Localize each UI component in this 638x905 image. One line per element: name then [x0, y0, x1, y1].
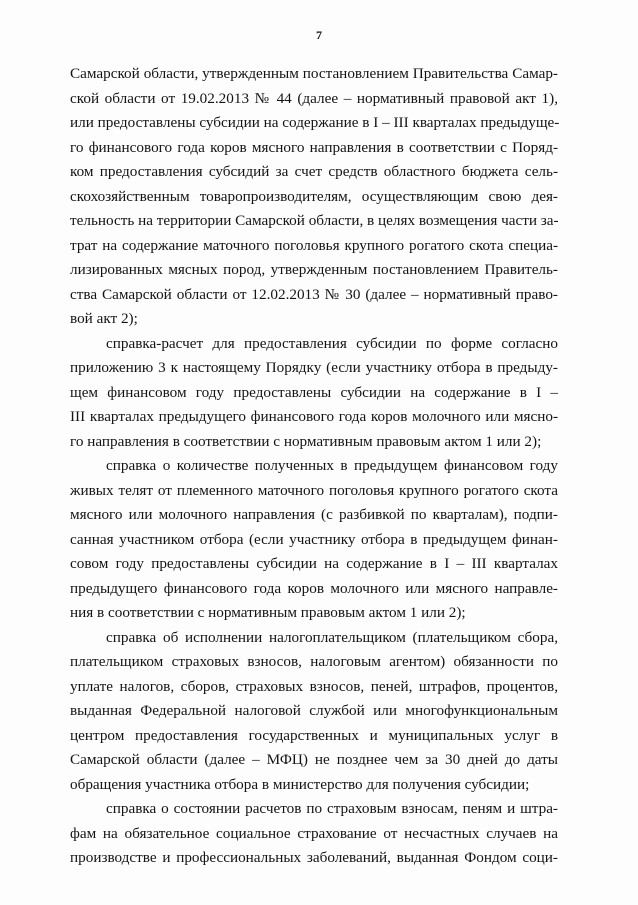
text-line: совом году предоставлены субсидии на содержание в I – III кварталах: [70, 555, 558, 572]
text-line: предыдущего финансового года коров молочного или мясного направле-: [70, 579, 558, 597]
paragraph: [70, 454, 558, 626]
paragraph: [70, 626, 558, 798]
text-line: лизированных мясных пород, утвержденным постановлением Правитель-: [70, 261, 558, 278]
document-body: [70, 62, 558, 871]
text-line: производстве и профессиональных заболеваний, выданная Фондом соци-: [70, 849, 558, 866]
text-line: живых телят от племенного маточного поголовья крупного рогатого скота: [70, 481, 558, 499]
text-line: или предоставлены субсидии на содержание в I – III кварталах предыдуще-: [70, 114, 560, 131]
paragraph: [70, 332, 558, 455]
text-line: приложению 3 к настоящему Порядку (если участнику отбора в предыду-: [70, 359, 558, 376]
text-line: го финансового года коров мясного направления в соответствии с Поряд-: [70, 138, 558, 156]
text-line: го направления в соответствии с нормативным правовым актом 1 или 2);: [70, 432, 542, 450]
page-number: 7: [316, 28, 322, 42]
paragraph: [70, 62, 558, 332]
text-line: уплате налогов, сборов, страховых взносов, пеней, штрафов, процентов,: [70, 677, 558, 695]
text-line: тельность на территории Самарской области, в целях возмещения части за-: [70, 212, 559, 229]
text-line: ком предоставления субсидий за счет средств областного бюджета сель-: [70, 163, 558, 180]
text-line: скохозяйственным товаропроизводителям, осуществляющим свою дея-: [70, 187, 558, 205]
text-line: Самарской области, утвержденным постановлением Правительства Самар-: [70, 65, 558, 82]
text-line: щем финансовом году предоставлены субсидии на содержание в I –: [70, 383, 558, 401]
text-line: санная участником отбора (если участнику отбора в предыдущем финан-: [70, 530, 558, 548]
text-line: обращения участника отбора в министерство для получения субсидии;: [70, 775, 530, 793]
text-line: плательщиком страховых взносов, налоговым агентом) обязанности по: [70, 653, 558, 670]
text-line: трат на содержание маточного поголовья крупного рогатого скота специа-: [70, 236, 558, 254]
text-line: справка о состоянии расчетов по страховым взносам, пеням и штра-: [106, 800, 558, 817]
text-line: центром предоставления государственных и муниципальных услуг в: [70, 726, 558, 744]
text-line: справка-расчет для предоставления субсидии по форме согласно: [106, 334, 558, 352]
text-line: справка о количестве полученных в предыдущем финансовом году: [106, 457, 558, 474]
text-line: фам на обязательное социальное страхование от несчастных случаев на: [70, 824, 558, 842]
paragraph: [70, 797, 558, 871]
text-line: мясного или молочного направления (с разбивкой по кварталам), подпи-: [70, 506, 558, 523]
text-line: Самарской области (далее – МФЦ) не позднее чем за 30 дней до даты: [70, 751, 558, 768]
text-line: выданная Федеральной налоговой службой или многофункциональным: [70, 702, 558, 719]
text-line: ния в соответствии с нормативным правовым актом 1 или 2);: [70, 604, 466, 621]
text-line: справка об исполнении налогоплательщиком (плательщиком сбора,: [106, 628, 558, 646]
text-line: ства Самарской области от 12.02.2013 № 30 (далее – нормативный право-: [70, 285, 558, 303]
text-line: ской области от 19.02.2013 № 44 (далее – нормативный правовой акт 1),: [70, 89, 558, 107]
text-line: III кварталах предыдущего финансового года коров молочного или мясно-: [70, 408, 558, 425]
text-line: вой акт 2);: [70, 310, 138, 327]
